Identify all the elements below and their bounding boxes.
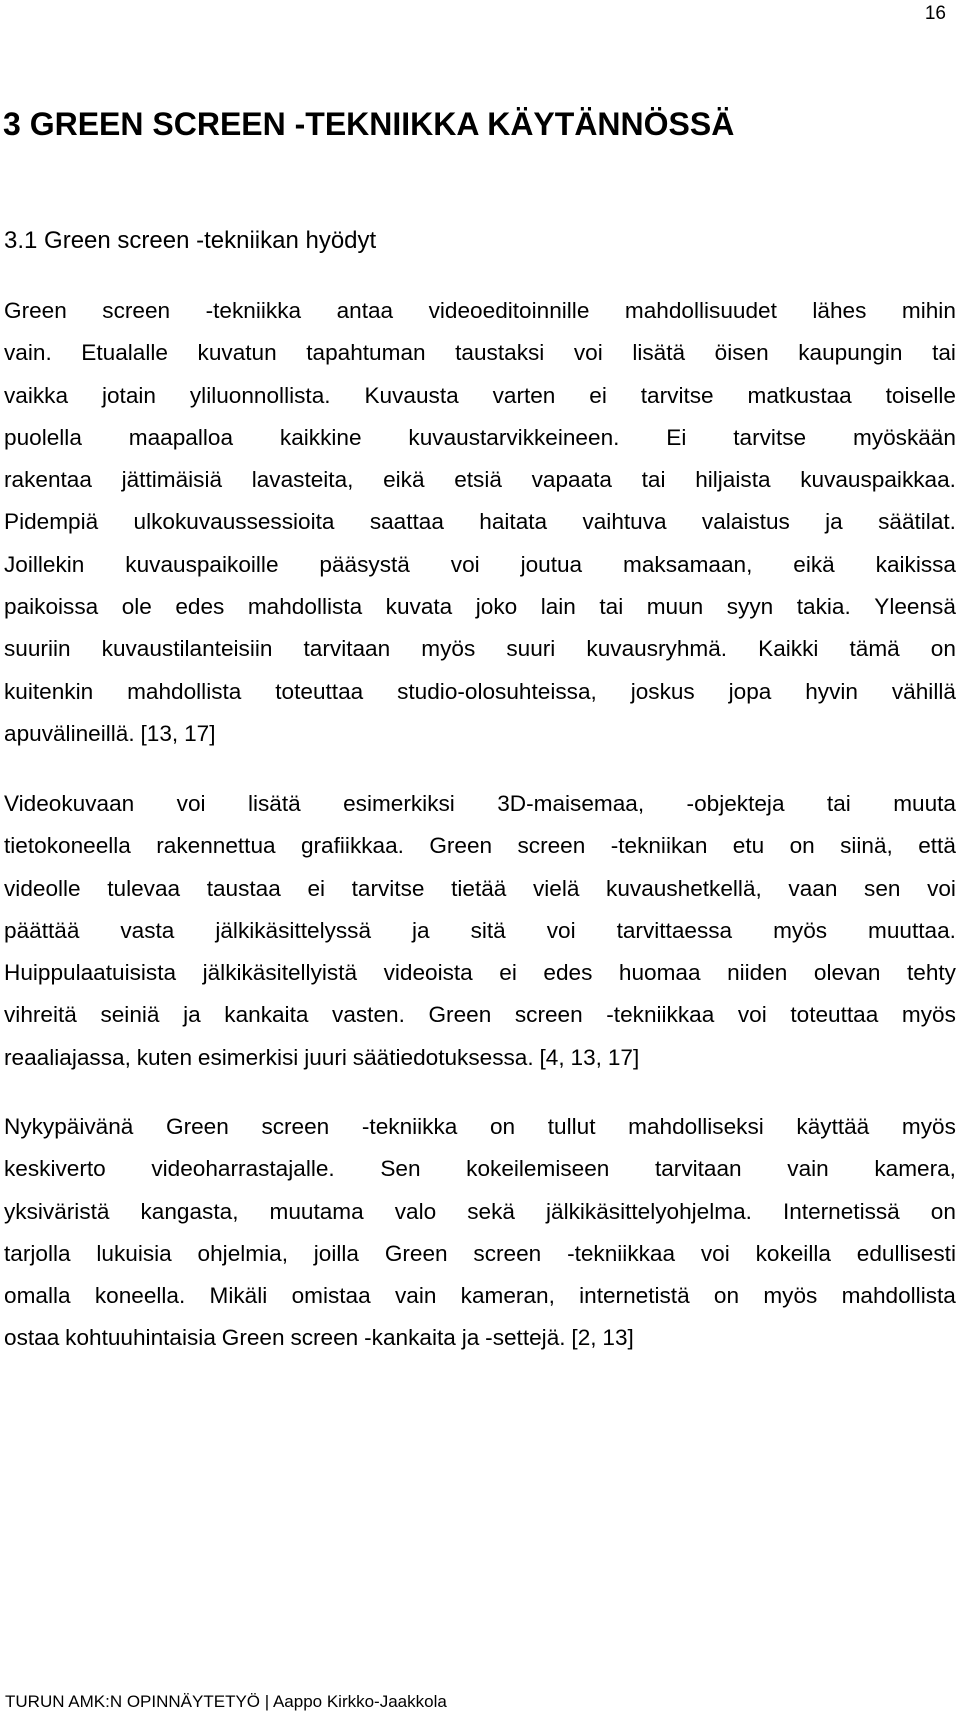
word: screen [290,1325,359,1351]
word: videolle [4,875,81,901]
word: ja [461,1325,480,1351]
word: omalla [4,1283,71,1309]
word: kuvausryhmä. [586,636,728,662]
word: puolella [4,424,82,450]
word: myös [763,1283,818,1309]
word: lähes [812,298,867,323]
word: kankaita [224,1002,309,1028]
paragraph-line [4,544,956,586]
word: kuvauspaikoille [125,551,279,577]
word: eikä [793,551,835,577]
word: -tekniikkaa [567,1240,676,1266]
paragraph-line [4,868,956,910]
word: matkustaa [747,382,852,408]
word: valo [394,1198,437,1224]
word: tai [932,340,956,366]
word: Green [428,1002,492,1028]
word: myös [421,636,476,662]
word: varten [492,382,556,408]
word: tarvitaan [303,636,391,662]
paragraph-line [4,825,956,867]
word: valaistus [701,509,790,535]
word: -tekniikka [361,1114,458,1139]
word: joutua [520,551,583,577]
word: muun [646,594,704,620]
word: tarvitse [640,382,714,408]
paragraph-line [4,1275,956,1317]
word: saattaa [369,509,444,535]
body-paragraph-1 [4,290,956,755]
word: kuitenkin [4,678,94,704]
word: hyvin [805,678,858,704]
word: jotain [101,382,156,408]
paragraph-line [4,1191,956,1233]
word: lavasteita, [251,467,354,493]
paragraph-line [4,910,956,952]
word: haitata [479,509,548,535]
word: jopa [728,678,772,704]
word: kohtuuhintaisia [65,1325,216,1351]
word: öisen [714,340,769,366]
word: tämä [849,636,900,662]
word: maksamaan, [623,551,753,577]
word: jättimäisiä [121,467,223,493]
paragraph-line [4,375,956,417]
word: muuttaa. [868,917,956,943]
word: mahdolliseksi [628,1114,764,1139]
word: ja [412,917,430,943]
word: myös [901,1002,956,1028]
word: joskus [630,678,695,704]
word: ole [121,594,152,620]
word: kaikkine [279,424,362,450]
word: hiljaista [695,467,771,493]
word: lisätä [632,340,686,366]
word: etu [732,833,765,859]
paragraph-line [4,671,956,713]
word: myös [901,1114,956,1139]
word: lukuisia [96,1240,172,1266]
word: tapahtuman [306,340,426,366]
word: mahdollista [127,678,242,704]
word: [4, [539,1044,565,1070]
word: internetistä [579,1283,690,1309]
word: vain [787,1156,829,1182]
word: screen [514,1002,583,1028]
word: tai [641,467,666,493]
word: 3D-maisemaa, [497,791,645,816]
word: grafiikkaa. [300,833,404,859]
paragraph-line [4,1037,956,1079]
section-title: 3.1 Green screen -tekniikan hyödyt [4,227,377,254]
word: sitä [470,917,506,943]
paragraph-line [4,783,956,825]
word: esimerkisi [197,1044,299,1070]
word: kameran, [460,1283,555,1309]
word: [13, [140,720,179,746]
word: huomaa [618,960,701,986]
word: lisätä [247,791,301,816]
word: Etualalle [81,340,168,366]
word: sekä [467,1198,515,1224]
word: ei [499,960,517,986]
word: keskiverto [4,1156,106,1182]
word: jälkikäsitellyistä [202,960,358,986]
word: kaikissa [875,551,956,577]
word: suuri [506,636,556,662]
word: tulevaa [107,875,181,901]
word: on [930,1198,956,1224]
word: Green [384,1240,448,1266]
word: vain [394,1283,437,1309]
word: screen [261,1114,330,1139]
word: rakennettua [156,833,276,859]
word: voi [546,917,576,943]
word: tullut [547,1114,596,1139]
word: Kuvausta [364,382,459,408]
word: kuten [136,1044,193,1070]
word: on [930,636,956,662]
word: kuvaustarvikkeineen. [408,424,620,450]
word: kuvaustilanteisiin [101,636,273,662]
word: vasta [120,917,175,943]
word: ja [183,1002,201,1028]
word: 13, [570,1044,602,1070]
word: mahdollisuudet [624,298,777,323]
word: apuvälineillä. [4,720,135,746]
word: voi [176,791,206,816]
word: tai [826,791,851,816]
word: -objekteja [686,791,785,816]
word: jälkikäsittelyssä [215,917,372,943]
word: Joillekin [4,551,85,577]
word: Videokuvaan [4,791,135,816]
word: ostaa [4,1325,60,1351]
word: voi [737,1002,767,1028]
page-footer: TURUN AMK:N OPINNÄYTETYÖ | Aappo Kirkko-Jaakkola [5,1692,447,1711]
word: toteuttaa [790,1002,879,1028]
word: seiniä [100,1002,160,1028]
word: vapaata [531,467,612,493]
paragraph-line [4,1106,956,1148]
word: vaihtuva [582,509,667,535]
word: koneella. [94,1283,186,1309]
word: yliluonnollista. [189,382,331,408]
body-paragraph-2 [4,783,956,1079]
word: suuriin [4,636,71,662]
word: 13] [602,1325,634,1351]
word: esimerkiksi [343,791,455,816]
page-number: 16 [924,3,946,24]
word: siinä, [840,833,893,859]
word: tehty [907,960,956,986]
word: vihreitä [4,1002,77,1028]
body-paragraph-3 [4,1106,956,1360]
word: edes [175,594,225,620]
word: tarjolla [4,1240,71,1266]
word: tarvitaan [654,1156,742,1182]
word: vähillä [891,678,956,704]
word: ja [825,509,843,535]
word: vielä [532,875,580,901]
word: taustaa [206,875,281,901]
word: reaaliajassa, [4,1044,131,1070]
word: screen [517,833,586,859]
word: 17] [607,1044,640,1070]
word: taustaksi [455,340,545,366]
word: Pidempiä [4,509,99,535]
word: paikoissa [4,594,99,620]
word: Kaikki [758,636,819,662]
word: on [789,833,815,859]
word: mahdollista [841,1283,956,1309]
word: juuri [304,1044,347,1070]
word: vain. [4,340,52,366]
word: omistaa [291,1283,371,1309]
word: videoharrastajalle. [151,1156,335,1182]
paragraph-line [4,1148,956,1190]
word: videoeditoinnille [428,298,590,323]
paragraph-line [4,290,956,332]
word: studio-olosuhteissa, [397,678,597,704]
word: kokeilemiseen [466,1156,610,1182]
word: toiselle [885,382,956,408]
word: käyttää [796,1114,870,1139]
word: voi [927,875,956,901]
paragraph-line [4,459,956,501]
paragraph-line [4,952,956,994]
word: pääsystä [319,551,410,577]
word: Mikäli [209,1283,268,1309]
word: tarvitse [351,875,425,901]
word: rakentaa [4,467,92,493]
word: vaan [788,875,838,901]
word: screen [473,1240,542,1266]
paragraph-line [4,417,956,459]
paragraph-line [4,501,956,543]
word: edullisesti [856,1240,956,1266]
word: yksiväristä [4,1198,110,1224]
word: sen [864,875,901,901]
paragraph-line [4,1317,956,1359]
word: muutama [269,1198,364,1224]
word: tai [599,594,624,620]
word: toteuttaa [275,678,364,704]
word: kuvauspaikkaa. [800,467,956,493]
word: lain [540,594,576,620]
word: videoista [383,960,473,986]
word: säätiedotuksessa. [352,1044,534,1070]
word: Green [221,1325,285,1351]
word: tarvitse [733,424,807,450]
word: Yleensä [874,594,956,620]
word: että [918,833,956,859]
word: joilla [313,1240,359,1266]
word: -tekniikkaa [606,1002,715,1028]
word: etsiä [454,467,502,493]
word: Green [429,833,493,859]
paragraph-line [4,994,956,1036]
word: edes [543,960,593,986]
word: ohjelmia, [197,1240,288,1266]
word: säätilat. [878,509,956,535]
word: ei [589,382,607,408]
word: -tekniikka [205,298,302,323]
word: kuvata [385,594,453,620]
word: kuvatun [197,340,277,366]
word: joko [475,594,518,620]
word: Nykypäivänä [4,1114,134,1139]
paragraph-line [4,332,956,374]
chapter-title: 3 GREEN SCREEN -TEKNIIKKA KÄYTÄNNÖSSÄ [3,106,735,142]
word: maapalloa [128,424,234,450]
word: eikä [383,467,425,493]
word: Internetissä [782,1198,900,1224]
word: mahdollista [247,594,363,620]
word: Huippulaatuisista [4,960,177,986]
word: Sen [380,1156,421,1182]
word: myöskään [852,424,956,450]
word: -tekniikan [610,833,708,859]
word: mihin [901,298,956,323]
word: ei [307,875,326,901]
word: päättää [4,917,80,943]
word: niiden [727,960,788,986]
word: [2, [571,1325,597,1351]
word: takia. [796,594,851,620]
word: tietokoneella [4,833,131,859]
word: -settejä. [485,1325,566,1351]
word: voi [700,1240,730,1266]
word: muuta [893,791,956,816]
word: voi [450,551,480,577]
word: vaikka [4,382,69,408]
word: myös [773,917,828,943]
word: kangasta, [140,1198,239,1224]
word: screen [102,298,171,323]
word: antaa [336,298,394,323]
word: kokeilla [755,1240,831,1266]
word: Green [166,1114,229,1139]
paragraph-line [4,628,956,670]
paragraph-line [4,713,956,755]
paragraph-line [4,1233,956,1275]
word: Green [4,298,67,323]
word: 17] [184,720,216,746]
word: ulkokuvaussessioita [133,509,335,535]
word: vasten. [332,1002,405,1028]
word: tarvittaessa [616,917,733,943]
word: -kankaita [364,1325,456,1351]
word: kuvaushetkellä, [606,875,762,901]
word: kamera, [874,1156,956,1182]
word: syyn [726,594,774,620]
word: olevan [813,960,881,986]
word: voi [573,340,603,366]
word: tietää [451,875,507,901]
word: on [489,1114,516,1139]
word: Ei [666,424,687,450]
word: kaupungin [798,340,903,366]
word: jälkikäsittelyohjelma. [545,1198,752,1224]
word: on [713,1283,740,1309]
paragraph-line [4,586,956,628]
